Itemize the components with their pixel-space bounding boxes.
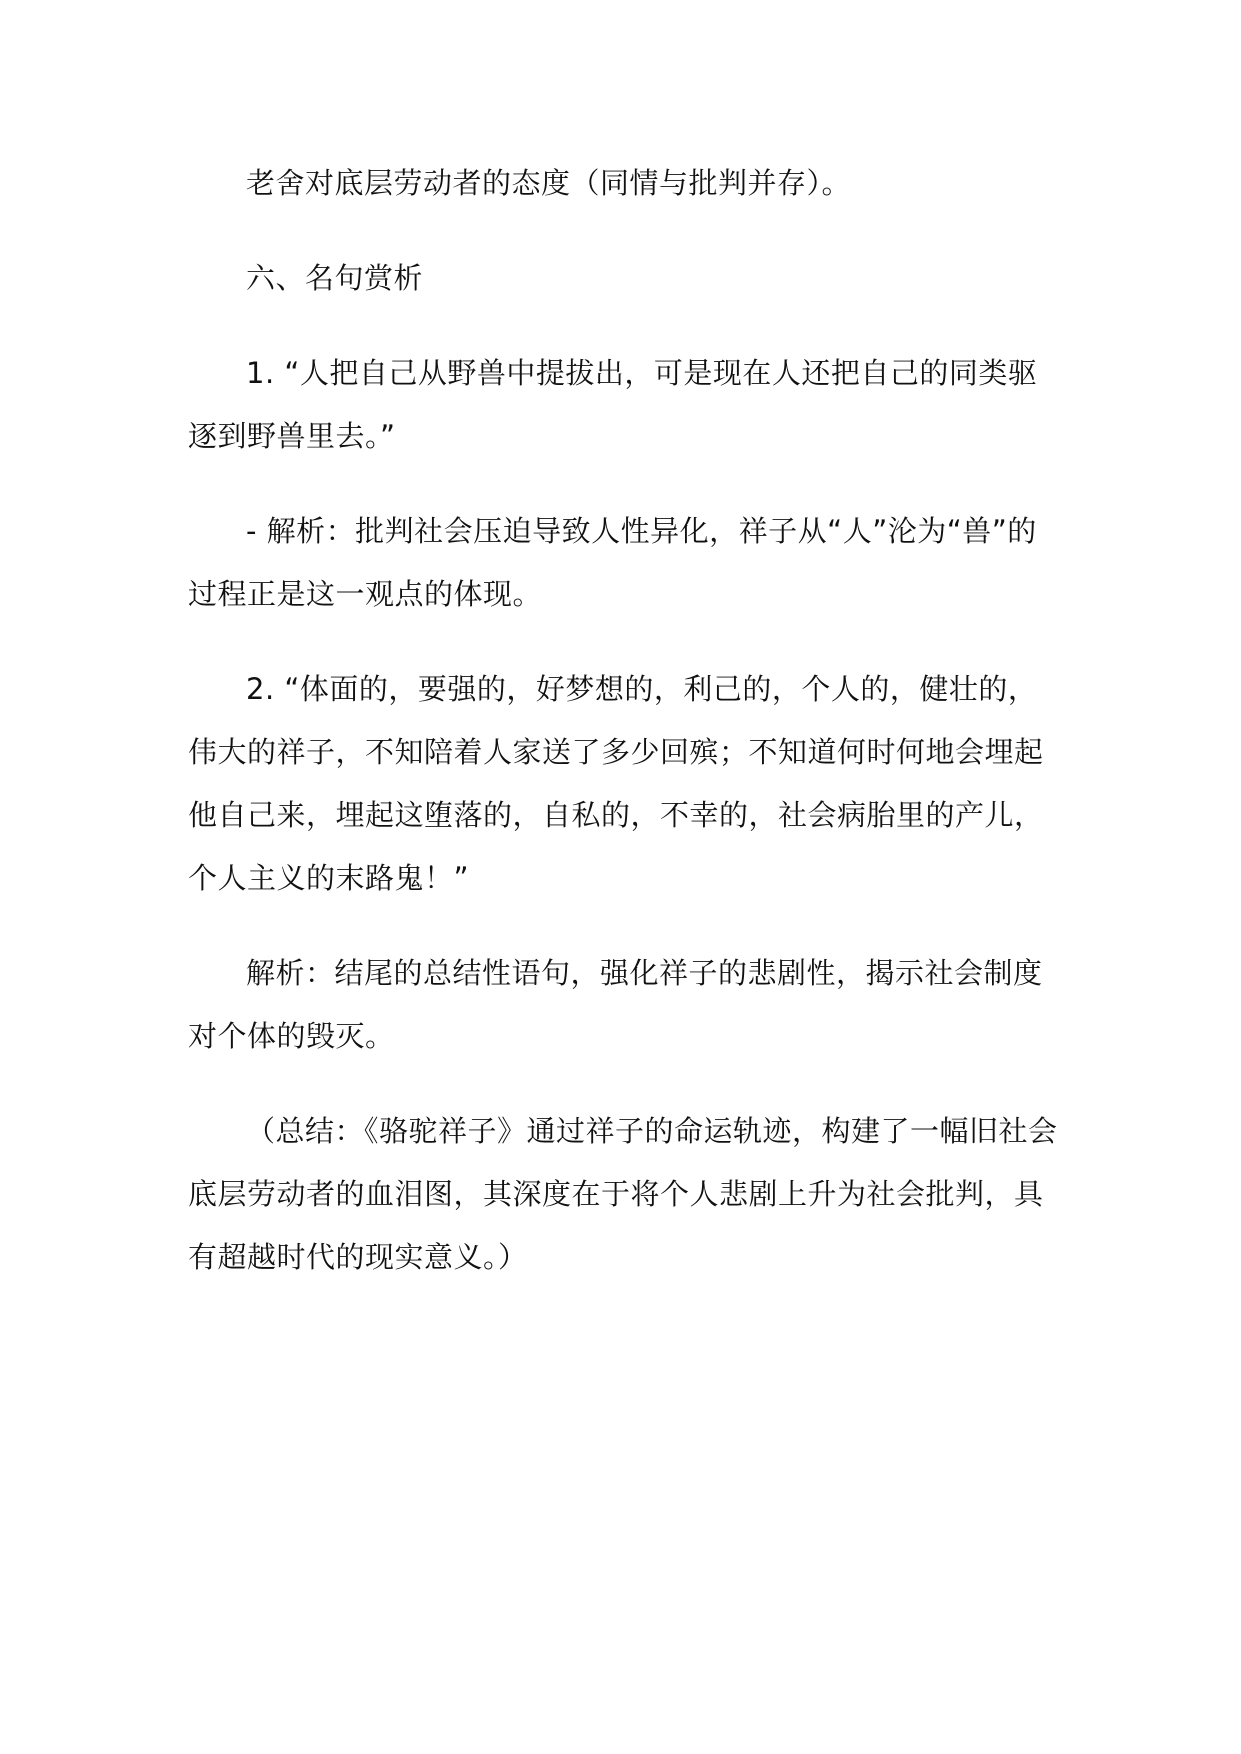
quote-two: 2. “体面的，要强的，好梦想的，利己的，个人的，健壮的，伟大的祥子，不知陪着人家送了多少回殡；不知道何时何地会埋起他自己来，埋起这堕落的，自私的，不幸的，社会病胎里的产儿，个人主义的末路鬼！” [188, 672, 1044, 895]
summary-paragraph: （总结：《骆驼祥子》通过祥子的命运轨迹，构建了一幅旧社会底层劳动者的血泪图，其深度在于将个人悲剧上升为社会批判，具有超越时代的现实意义。） [188, 1114, 1058, 1274]
analysis-one: - 解析：批判社会压迫导致人性异化，祥子从“人”沦为“兽”的过程正是这一观点的体现。 [188, 514, 1037, 611]
analysis-two: 解析：结尾的总结性语句，强化祥子的悲剧性，揭示社会制度对个体的毁灭。 [188, 956, 1043, 1053]
quote-one: 1. “人把自己从野兽中提拔出，可是现在人还把自己的同类驱逐到野兽里去。” [188, 356, 1038, 453]
section-heading-famous-quotes: 六、名句赏析 [246, 261, 424, 295]
document-body [188, 152, 1058, 1289]
paragraph-lao-she-attitude: 老舍对底层劳动者的态度（同情与批判并存）。 [246, 166, 852, 200]
